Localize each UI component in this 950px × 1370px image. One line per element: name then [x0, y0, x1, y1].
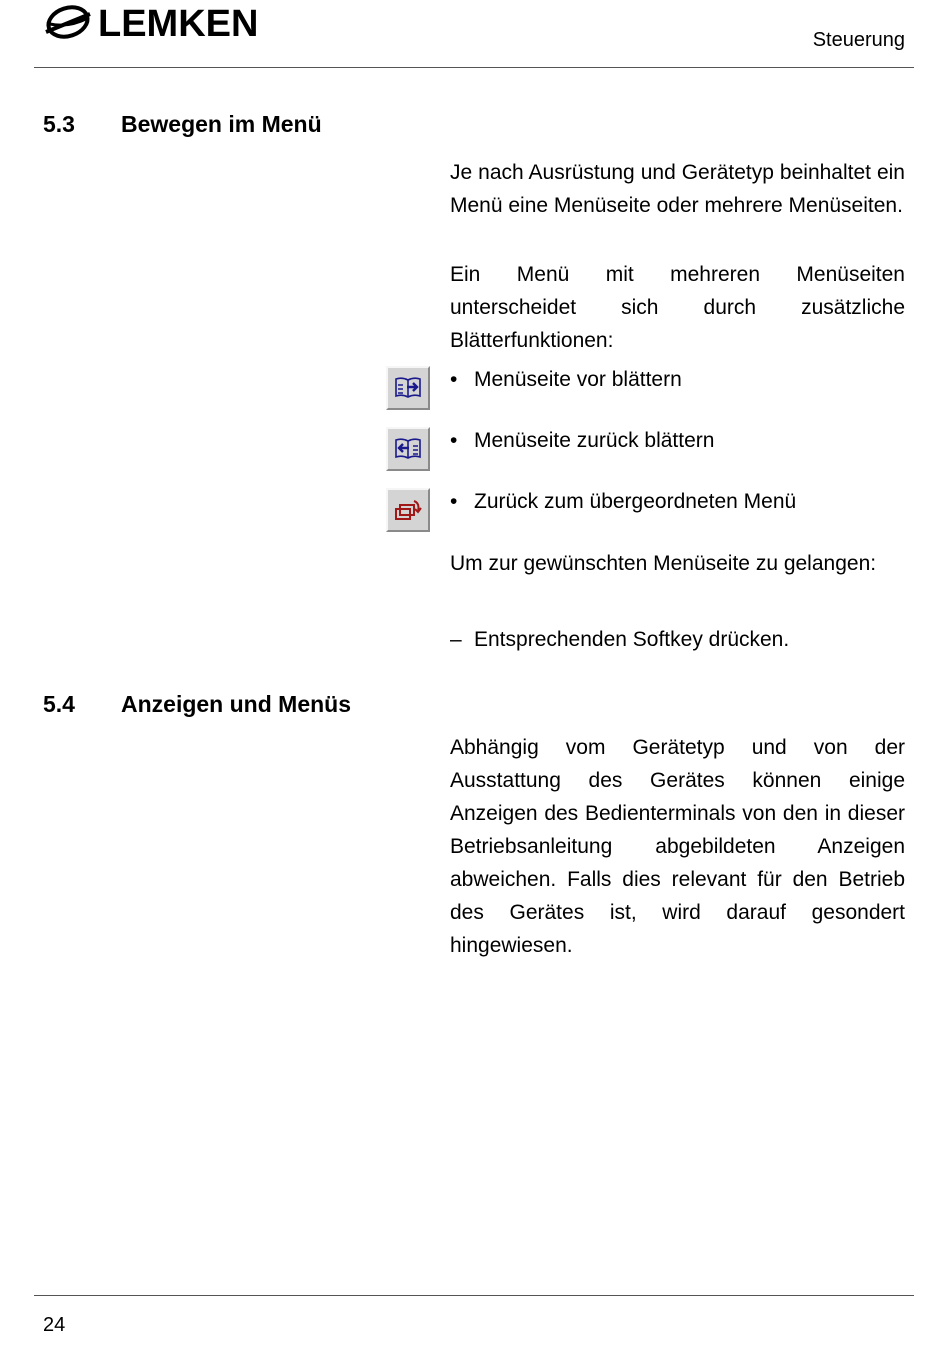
bullet-marker: •: [450, 429, 458, 452]
logo-text: LEMKEN: [98, 3, 259, 45]
section-number: 5.3: [43, 111, 75, 137]
parent-menu-return-icon: [393, 497, 423, 523]
softkey-page-back[interactable]: [386, 427, 430, 471]
bullet-marker: •: [450, 368, 458, 391]
softkey-page-forward[interactable]: [386, 366, 430, 410]
action-marker: –: [450, 628, 462, 651]
header-section-title: Steuerung: [812, 29, 905, 51]
book-page-forward-icon: [393, 375, 423, 401]
action-step: [450, 628, 789, 652]
body-paragraph: Je nach Ausrüstung und Gerätetyp beinhaltet ein Menü eine Menüseite oder mehrere Menüseiten.: [450, 161, 905, 217]
bullet-text: Menüseite vor blättern: [474, 368, 682, 391]
bullet-item: [450, 490, 796, 514]
book-page-back-icon: [393, 436, 423, 462]
header-divider: [34, 67, 914, 68]
bullet-text: Menüseite zurück blättern: [474, 429, 715, 452]
footer-divider: [34, 1295, 914, 1296]
action-step-text: Entsprechenden Softkey drücken.: [474, 628, 790, 651]
section-number: 5.4: [43, 691, 75, 717]
bullet-marker: •: [450, 490, 458, 513]
section-title: Anzeigen und Menüs: [121, 691, 351, 717]
softkey-parent-menu[interactable]: [386, 488, 430, 532]
body-paragraph: Abhängig vom Gerätetyp und von der Ausstattung des Gerätes können einige Anzeigen des Bedienterminals von den in dieser Betriebsanleitung abgebildeten Anzeigen abweichen. Falls dies relevant für den Betrieb des Gerätes ist, wird darauf gesondert hingewiesen.: [450, 736, 905, 957]
instruction-intro: Um zur gewünschten Menüseite zu gelangen:: [450, 552, 877, 575]
page-number: 24: [43, 1314, 66, 1336]
body-paragraph: Ein Menü mit mehreren Menüseiten unterscheidet sich durch zusätzliche Blätterfunktionen:: [450, 263, 905, 352]
lemken-logo: [44, 2, 306, 48]
section-title: Bewegen im Menü: [121, 111, 322, 137]
bullet-text: Zurück zum übergeordneten Menü: [474, 490, 797, 513]
bullet-item: [450, 429, 714, 453]
bullet-item: [450, 368, 682, 392]
